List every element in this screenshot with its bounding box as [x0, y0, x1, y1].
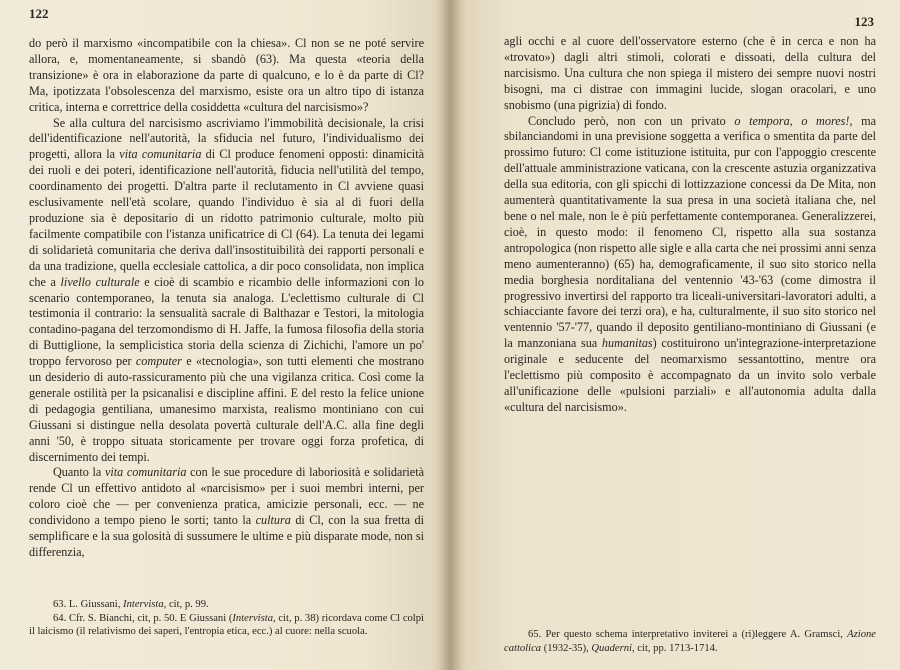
left-footnote: 64. Cfr. S. Bianchi, cit, p. 50. E Giussani (Intervista, cit, p. 38) ricordava come Cl colpì il laicismo (il relativismo dei saperi, l'entropia etica, ecc.) al cuore: nella scuola.: [29, 612, 424, 638]
page-number-right: 123: [854, 14, 874, 29]
left-footnotes: [29, 598, 424, 639]
page-number-left: 122: [29, 6, 49, 21]
right-page: [450, 0, 900, 670]
right-paragraph: agli occhi e al cuore dell'osservatore esterno (che è in cerca e non ha «trovato») dagli altri stimoli, colorati e dissoati, della cultura del narcisismo. Una cultura che non spiega il mistero dei sempre nuovi nostri bisogni, ma ci distrae con immagini lucide, slogan oracolari, e uno snobismo (una pigrizia) di fondo.: [504, 34, 876, 112]
right-paragraph: Concludo però, non con un privato o tempora, o mores!, ma sbilanciandomi in una previsione soggetta a verifica o smentita da parte del prossimo futuro: Cl come istituzione istituita, pur con l'appoggio crescente dell'attuale amministrazione vaticana, con la crescente astuzia organizzativa della sua editoria, con gli spicchi di lottizzazione concessi da De Mita, non aumenterà quantitativamente la sua presa in una società italiana che, nel bene o nel male, non le è più perfettamente contemporanea. Generalizzerei, cioè, in questo modo: il fenomeno Cl, rispetto alla sua sostanza antropologica (non rispetto alle sigle e alla carta che nei prossimi anni senza meno aumenteranno) (65) ha, demograficamente, il suo sito storico nella media borghesia norditaliana del ventennio '43-'63 (come dimostra il progressivo invertirsi del rapporto tra liceali-universitari-lavoratori adulti, a schiacciante favore dei terzi ora), e ha, culturalmente, il suo sito storico nel ventennio '57-'77, quando il deposito gentiliano-montiniano di Giussani (e la manzoniana sua humanitas) costituirono un'integrazione-interpretazione originale e seducente del neomarxismo sessantottino, mentre ora l'eclettismo più composito è accompagnato da un invito solo verbale all'unificazione delle «pulsioni parziali» e all'autonomia adulta dalla «cultura del narcisismo».: [504, 113, 877, 414]
right-body-text: [504, 34, 876, 416]
left-body-text: [29, 36, 424, 561]
left-paragraph: do però il marxismo «incompatibile con la chiesa». Cl non se ne poté servire allora, e, momentaneamente, si sbandò (63). Ma questa «teoria della transizione» è ora in elaborazione da parte di qualcuno, e lo è da parte di Cl? Ma, ipotizzata l'obsolescenza del marxismo, esiste ora un altro tipo di istanza critica, interna e correttrice della cosiddetta «cultura del narcisismo»?: [29, 36, 424, 114]
left-paragraph: Quanto la vita comunitaria con le sue procedure di laboriosità e solidarietà rende Cl un effettivo antidoto al «narcisismo» per i suoi membri interni, per coloro cioè che — per convenienza pratica, amicizie personali, ecc. — ne condividono a tempo pieno le sorti; tanto la cultura di Cl, con la sua fretta di semplificare e la sua golosità di sussumere le ultime e più disparate mode, non si differenzia,: [29, 465, 424, 559]
left-footnote: 63. L. Giussani, Intervista, cit, p. 99.: [53, 599, 209, 610]
left-paragraph: Se alla cultura del narcisismo ascriviamo l'immobilità decisionale, la crisi dell'identificazione nell'autorità, la sfiducia nel futuro, l'individualismo dei progetti, allora la vita comunitaria di Cl produce fenomeni opposti: dinamicità dei ruoli e dei poteri, identificazione nell'autorità, fiducia nell'utilità del tempo, coordinamento dei progetti. D'altra parte il reclutamento in Cl avviene quasi esclusivamente nell'età scolare, quando l'individuo è sia al di fuori della produzione sia è depositario di un ridotto patrimonio culturale, molto più facilmente compatibile con l'istanza unificatrice di Cl (64). La tenuta dei legami di solidarietà comunitaria che deriva dall'insostituibilità dei rapporti personali e da una tradizione, quella ecclesiale cattolica, a dir poco consolidata, non implica che a livello culturale e cioè di scambio e ricambio delle informazioni con lo scenario contemporaneo, la tenuta sia analoga. L'eclettismo culturale di Cl testimonia il contrario: la sensualità sacrale di Balthazar e Testori, la mitologia contadino-pagana del terzomondismo di H. Jaffe, la fumosa filosofia della storia di Buttiglione, la semplicistica storia della scienza di Zichichi, l'amore un po' troppo fervoroso per computer e «tecnologia», son tutti elementi che mostrano un desiderio di auto-rassicuramento più che una vigilanza critica. Così come la generale ostilità per la psicanalisi e discipline affini. E del resto la felice unione di pedagogia gentiliana, umanesimo marxista, realismo montiniano con cui Giussani si distingue nella desolata povertà culturale dell'A.C. alla fine degli anni '50, è troppo situata storicamente per trovare oggi forza profetica, di discernimento dei tempi.: [29, 115, 424, 464]
right-footnotes: [504, 628, 876, 655]
right-footnote: 65. Per questo schema interpretativo inviterei a (ri)leggere A. Gramsci, Azione cattolica (1932-35), Quaderni, cit, pp. 1713-1714.: [504, 629, 876, 654]
